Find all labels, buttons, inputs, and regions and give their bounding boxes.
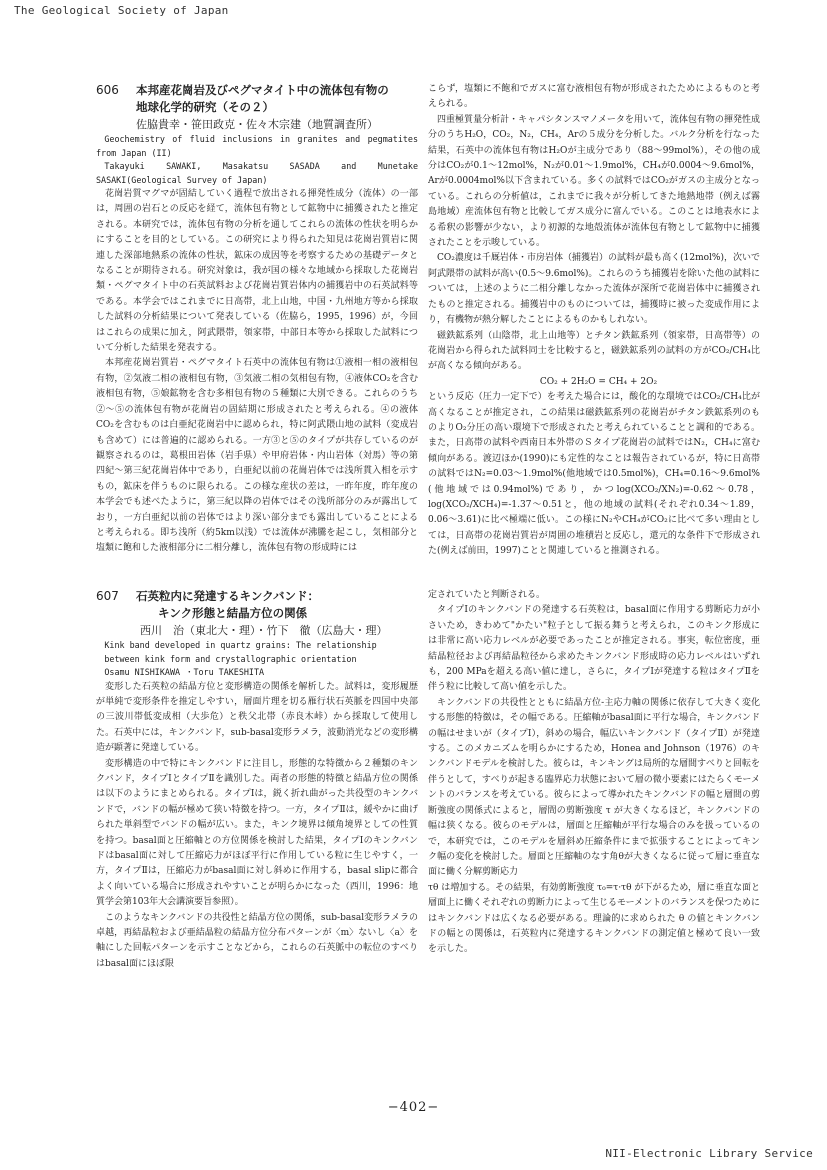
article-606-equation: CO₂ + 2H₂O = CH₄ + 2O₂ [539,376,658,387]
article-607-english-authors: Osamu NISHIKAWA ・Toru TAKESHITA [104,667,265,677]
article-606-paragraph: 花崗岩質マグマが固結していく過程で放出される揮発性成分（流体）の一部は，周囲の岩石との反応を経て，流体包有物として鉱物中に捕獲されたと推定される。本研究では，流体包有物の分析を通してこれらの流体の性状を明らかにすることを目的としている。この研究により得られた知見は花崗岩質岩に関連した深部地熱系の流体の性状，鉱床の成因等を考察するための基礎データとなることが期待される。研究対象は，我が国の様々な地域から採取した花崗岩類・ペグマタイト中の石英試料および花崗岩質岩体内の捕獲岩中の石英試料等である。本学会ではこれまでに日高帯，北上山地，中国・九州地方等から採取した試料の分析結果について発表している（佐脇ら，1995，1996）が，今回はこれらの成果に加え，阿武隈帯，領家帯，中部日本等から採取した試料について分析した結果を発表する。 [96,189,418,354]
article-607-paragraph: タイプⅠのキンクバンドの発達する石英粒は，basal面に作用する剪断応力が小さいため，きわめて"かたい"粒子として振る舞うと考えられ，このキンク形成には非常に高い応力レベルが必要であったことが推定される。事実，転位密度，亜結晶粒径および再結晶粒径から求めたキンクバンド形成時の応力レベルはいずれも，200 MPaを超える高い値に達し，さらに，タイプⅠが発達する粒はタイプⅡを伴う粒に比較して高い値を示した。 [428,605,760,693]
article-606-title-line2: 地球化学的研究（その２） [136,100,274,114]
article-606-title-line1: 本邦産花崗岩及びペグマタイト中の流体包有物の [136,83,389,97]
article-607-number: 607 [96,589,119,603]
article-607-english-title-line2: between kink form and crystallographic orientation [104,653,357,664]
article-606-title-block [96,82,418,133]
article-607-title-line2: キンク形態と結晶方位の関係 [158,606,308,620]
article-607-paragraph: 変形構造の中で特にキンクバンドに注目し，形態的な特徴から２種類のキンクバンド，タイプⅠとタイプⅡを識別した。両者の形態的特徴と結晶方位の関係は以下のようにまとめられる。タイプⅠは，鋭く折れ曲がった共役型のキンクバンドで，バンドの幅が極めて狭い特徴を持つ。一方，タイプⅡは，緩やかに曲げられた単斜型でバンドの幅が広い。また，キンク境界は傾角境界としての性質を持つ。basal面と圧縮軸との方位関係を検討した結果，タイプⅠのキンクバンドはbasal面に対して圧縮応力がほぼ平行に作用している粒に生じやすく，一方，タイプⅡは，圧縮応力がbasal面に対し斜めに作用する，basal slipに都合よく向いている場合に形成されやすいことが明らかになった（西川，1996：地質学会第103年大会講演要旨参照）。 [96,758,418,908]
article-607-paragraph: 定されていたと判断される。 [428,590,546,600]
article-607-english-title-line1: Kink band developed in quartz grains: The relationship [104,640,377,650]
article-606-english-title: Geochemistry of fluid inclusions in granites and pegmatites from Japan (II) [96,134,418,158]
article-606-right-column [428,82,760,568]
article-607-authors: 西川 治（東北大・理）・竹下 徹（広島大・理） [140,624,388,637]
article-606-paragraph: 本邦産花崗岩質岩・ペグマタイト石英中の流体包有物は①液相一相の液相包有物，②気液二相の液相包有物，③気液二相の気相包有物，④液体CO₂を含む液相包有物，⑤娘鉱物を含む多相包有物の５種類に大別できる。これらのうち②〜⑤の流体包有物が花崗岩の固結期に形成されたと考えられる。④の液体CO₂を含むものは白亜紀花崗岩中に認められ，特に阿武隈山地の試料（変成岩も含めて）には普遍的に認められる。一方③と⑤のタイプが共存しているのが観察されるのは，葛根田岩体（岩手県）や甲府岩体・内山岩体（対馬）等の第四紀〜第三紀花崗岩体中であり，白亜紀以前の花崗岩体では浅所貫入相を示すもの，鉱床を伴うものに限られる。この様な産状の差は，一昨年度，昨年度の本学会でも述べたように，第三紀以降の岩体ではその浅所部分のみが露出しており，一方白亜紀以前の岩体ではより深い部分までも露出していることによると考えられる。即ち浅所（約5km以浅）では流体が沸騰を起こし，気相部分と塩類に飽和した液相部分に二相分離し，流体包有物の形成時には [96,358,418,554]
article-606-paragraph: こらず，塩類に不飽和でガスに富む液相包有物が形成されたためによるものと考えられる。 [428,84,760,110]
article-607-title-line1: 石英粒内に発達するキンクバンド： [136,589,319,603]
page-number: −402− [387,1100,440,1115]
article-607-paragraph: キンクバンドの共役性とともに結晶方位-主応力軸の関係に依存して大きく変化する形態的特徴は，その幅である。圧縮軸がbasal面に平行な場合，キンクバンドの幅はせまいが（タイプⅠ），斜めの場合，幅広いキンクバンド（タイプⅡ）が発達する。このメカニズムを明らかにするため，Honea and Johnson（1976）のキンクバンドモデルを検討した。彼らは，キンキングは局所的な層間すべりと回転を伴うとして，すべりが起きる臨界応力状態において層の微小要素にはたらくモーメントのバランスを考えている。彼らによって導かれたキンクバンドの幅と層間の剪断強度の関係式によると，層間の剪断強度 τ が大きくなるほど，キンクバンドの幅は狭くなる。彼らのモデルは，層面と圧縮軸が平行な場合のみを扱っているので，本研究では，このモデルを層斜め圧縮条件にまで拡張することによってキンク幅の変化を検討した。層面と圧縮軸のなす角θが大きくなるに従って層に垂直な面に働く分解剪断応力 [428,697,760,878]
article-606-authors: 佐脇貴幸・笹田政克・佐々木宗建（地質調査所） [136,118,378,131]
article-607-paragraph: このようなキンクバンドの共役性と結晶方位の関係，sub-basal変形ラメラの卓越，再結晶粒および亜結晶粒の結晶方位分布パターンが〈m〉ないし〈a〉を軸にした回転パターンを示すことなどから，これらの石英脈中の転位のすべりはbasal面にほぼ限 [96,912,418,969]
article-606-paragraph: CO₂濃度は千厩岩体・市房岩体（捕獲岩）の試料が最も高く(12mol%)，次いで阿武隈帯の試料が高い(0.5〜9.6mol%)。これらのうち捕獲岩を除いた他の試料については，上述のように二相分離しなかった流体が深所で花崗岩体中に捕獲されたものと推定される。捕獲岩中のものについては，捕獲時に被った変成作用により，有機物が熱分解したことによるものかもしれない。 [428,253,760,326]
article-606-paragraph: 四重極質量分析計・キャパシタンスマノメータを用いて，流体包有物の揮発性成分のうちH₂O，CO₂，N₂，CH₄，Arの５成分を分析した。バルク分析を行なった結果，石英中の流体包有物はH₂Oが主成分であり（88〜99mol%），その他の成分はCO₂が0.1〜12mol%，N₂が0.01〜1.9mol%，CH₄が0.0004〜9.6mol%，Arが0.0004mol%以下含まれている。多くの試料ではCO₂がガスの主成分となっている。これらの分析値は，これまでに我々が分析してきた地熱地帯（例えば霧島地域）産流体包有物と比較してガス成分に富んでいる。このことは地表水による希釈の影響が少ない，より初源的な地殻流体が流体包有物として鉱物中に捕獲されたことを示唆している。 [428,114,760,249]
library-footer: NII-Electronic Library Service [605,1147,813,1160]
article-606-paragraph: という反応（圧力一定下で）を考えた場合には，酸化的な環境ではCO₂/CH₄比が高くなることが推定され，この結果は磁鉄鉱系列の花崗岩がチタン鉄鉱系列のものよりO₂分圧の高い環境下で形成されたと考えられていることと調和的である。また，日高帯の試料や西南日本外帯のＳタイプ花崗岩の試料ではN₂，CH₄に富む傾向がある。渡辺ほか(1990)にも定性的なことは報告されているが，特に日高帯の試料ではN₂=0.03〜1.9mol%(他地域では0.5mol%)，CH₄=0.16〜9.6mol%(他地域では0.94mol%)であり，かつlog(XCO₂/XN₂)=-0.62〜0.78，log(XCO₂/XCH₄)=-1.37〜0.51と，他の地域の試料(それぞれ0.34〜1.89，0.06〜3.61)に比べ極端に低い。この様にN₂やCH₄がCO₂に比べて多い理由としては，日高帯の花崗岩質岩が周囲の堆積岩と反応し，還元的な条件下で形成された(例えば前田，1997)ことと関連していると推測される。 [428,392,760,557]
article-607-paragraph: τθ は増加する。その結果，有効剪断強度 τ₀=τ·τθ が下がるため，層に垂直な面と層面上に働くそれぞれの剪断力によって生じるモーメントのバランスを保つためにはキンクバンドは広くなる必要がある。理論的に求められた θ の値とキンクバンドの幅との関係は，石英粒内に発達するキンクバンドの測定値と極めて良い一致を示した。 [428,882,760,955]
journal-header: The Geological Society of Japan [14,4,229,17]
article-606-number: 606 [96,83,119,97]
article-606-english-authors: Takayuki SAWAKI, Masakatsu SASADA and Munetake SASAKI(Geological Survey of Japan) [96,161,418,185]
article-607-paragraph: 変形した石英粒の結晶方位と変形構造の関係を解析した。試料は，変形履歴が単純で変形条件を推定しやすい，層面片理を切る雁行状石英脈を四国中央部の三波川帯低変成相（大歩危）と秩父北帯（赤良木峠）から採取して使用した。石英中には，キンクバンド，sub-basal変形ラメラ，波動消光などの変形構造が顕著に発達している。 [96,681,418,754]
article-606-left-column [96,82,418,568]
article-606-paragraph: 磁鉄鉱系列（山陰帯，北上山地等）とチタン鉄鉱系列（領家帯，日高帯等）の花崗岩から得られた試料同士を比較すると，磁鉄鉱系列の試料の方がCO₂/CH₄比が高くなる傾向がある。 [428,330,760,372]
article-607-left-column [96,588,418,1088]
article-607-right-column [428,588,760,1088]
article-607-title-block [96,588,418,639]
